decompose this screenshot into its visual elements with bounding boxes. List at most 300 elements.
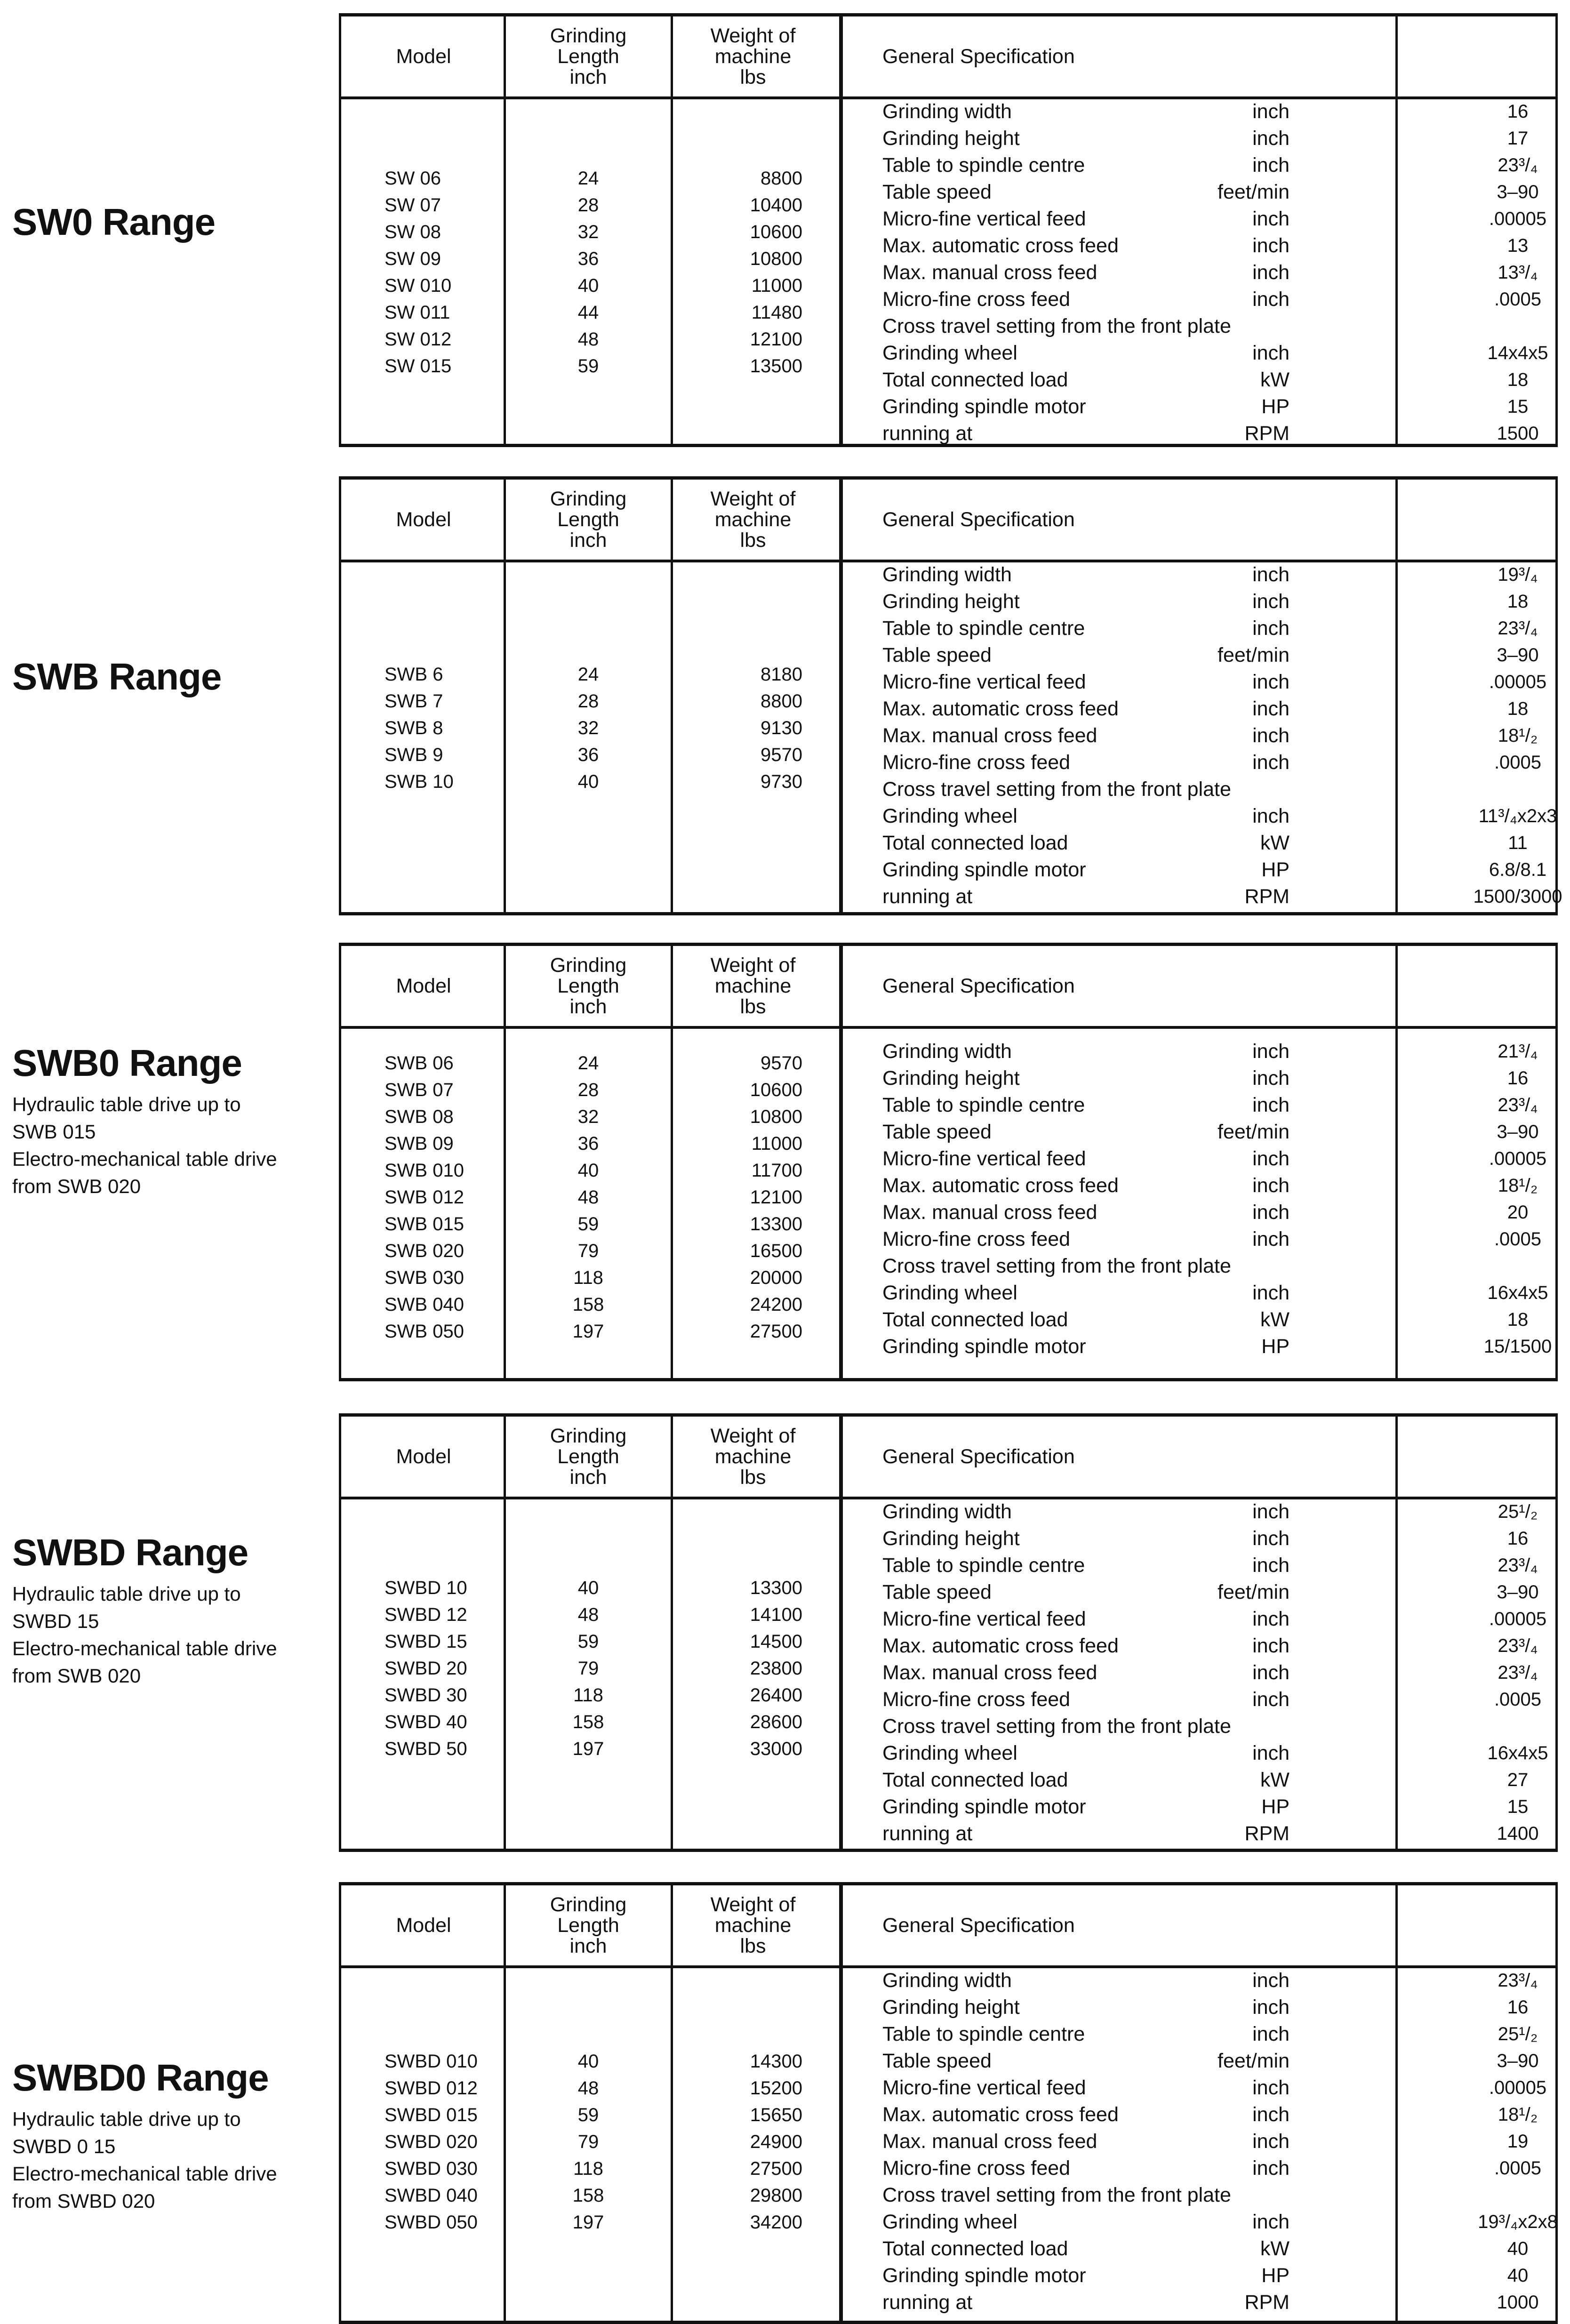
spec-value: 23³/₄ [1498,1635,1538,1656]
range-note-line: Hydraulic table drive up to [12,2108,241,2130]
model-cell: SWB 030 [384,1267,464,1288]
spec-row [882,1606,1551,1633]
model-list [341,1575,506,1763]
weight-list [671,661,859,795]
grinding-length-header-line: Grinding [550,24,627,47]
spec-name: Max. manual cross feed [882,2130,1097,2153]
model-header-label: Model [396,1914,451,1937]
range-note-line: Hydraulic table drive up to [12,1093,241,1115]
spec-row [882,1226,1551,1253]
model-list [341,1050,506,1345]
spec-value: 16x4x5 [1487,1743,1548,1763]
weight-cell: 15650 [750,2105,802,2125]
spec-unit: inch [1252,724,1290,747]
range-note-line: from SWB 020 [12,1665,141,1687]
weight-cell: 34200 [750,2212,802,2233]
grinding-length-cell: 118 [573,2158,603,2179]
grinding-length-header-line: inch [569,995,607,1018]
spec-unit: inch [1252,2157,1290,2180]
weight-header-line: machine [714,508,792,531]
grinding-length-list [506,165,671,380]
general-spec-header-label: General Specification [882,508,1075,531]
model-cell: SWB 040 [384,1294,464,1315]
spec-row [882,1740,1551,1767]
spec-unit: inch [1252,1635,1290,1657]
grinding-length-header-line: inch [569,66,607,88]
spec-row [882,1794,1551,1820]
grinding-length-column-header [506,1417,671,1497]
spec-value: 18¹/₂ [1498,725,1538,746]
spec-row [882,367,1551,393]
grinding-length-cell: 40 [577,771,599,792]
model-cell: SW 06 [384,168,441,189]
spec-unit: inch [1252,1040,1290,1063]
spec-row [882,2289,1551,2316]
spec-row [882,1253,1551,1280]
spec-value: 18 [1507,591,1529,612]
spec-name: Micro-fine cross feed [882,1228,1071,1250]
spec-row [882,2128,1551,2155]
spec-name: Grinding width [882,1969,1012,1992]
spec-name: Grinding height [882,590,1020,613]
spec-unit: inch [1252,1996,1290,2019]
model-column-header [341,480,506,560]
grinding-length-cell: 36 [577,1133,599,1154]
grinding-length-cell: 40 [577,2051,599,2072]
model-cell: SW 011 [384,302,450,323]
spec-unit: feet/min [1218,644,1290,666]
grinding-length-cell: 24 [577,168,599,189]
spec-row [882,206,1551,232]
spec-table [339,1882,1558,2324]
range-note-line: from SWBD 020 [12,2190,155,2212]
weight-list [671,165,859,380]
spec-row [882,776,1551,803]
grinding-length-cell: 118 [573,1685,603,1706]
grinding-length-cell: 36 [577,745,599,765]
weight-cell: 8180 [761,664,802,685]
weight-cell: 10600 [750,1080,802,1100]
spec-name: Grinding wheel [882,2211,1017,2233]
spec-unit: inch [1252,1608,1290,1630]
model-cell: SW 012 [384,329,452,350]
spec-row [882,2236,1551,2262]
spec-unit: kW [1260,832,1290,854]
spec-value: 21³/₄ [1498,1041,1538,1062]
spec-row [882,340,1551,367]
range-note [12,2106,332,2215]
grinding-length-header-line: inch [569,1935,607,1957]
weight-cell: 14100 [750,1604,802,1625]
weight-cell: 8800 [761,691,802,712]
general-spec-header-label: General Specification [882,975,1075,997]
spec-unit: inch [1252,1174,1290,1197]
general-spec-column-header [845,1417,1400,1497]
spec-name: Table speed [882,1121,992,1143]
weight-list [671,2048,859,2236]
spec-unit: inch [1252,2130,1290,2153]
spec-name: Micro-fine cross feed [882,1688,1071,1711]
model-cell: SWBD 12 [384,1604,467,1625]
general-spec-list [882,1967,1558,2316]
model-cell: SWBD 050 [384,2212,478,2233]
spec-row [882,1092,1551,1119]
spec-row [882,2209,1558,2236]
spec-value: 16 [1507,101,1529,122]
spec-name: Grinding spindle motor [882,2264,1086,2287]
spec-unit: feet/min [1218,181,1290,203]
spec-name: Max. automatic cross feed [882,697,1119,720]
model-cell: SWB 08 [384,1106,454,1127]
spec-name: Micro-fine vertical feed [882,1147,1086,1170]
weight-header-line: Weight of [710,24,796,47]
grinding-length-header-line: Grinding [550,488,627,510]
model-cell: SWBD 012 [384,2078,478,2099]
weight-column-header [671,1417,835,1497]
grinding-length-cell: 59 [577,2105,599,2125]
spec-name: running at [882,1822,973,1845]
spec-value: 25¹/₂ [1498,2024,1538,2044]
spec-row [882,830,1551,857]
model-header-label: Model [396,975,451,997]
weight-cell: 10400 [750,195,802,216]
spec-row [882,1686,1551,1713]
range-note-line: Electro-mechanical table drive [12,1148,277,1170]
spec-row [882,232,1551,259]
grinding-length-cell: 28 [577,1080,599,1100]
range-note-line: Electro-mechanical table drive [12,2163,277,2185]
grinding-length-cell: 118 [573,1267,603,1288]
model-header-label: Model [396,508,451,531]
grinding-length-header-line: inch [569,1466,607,1489]
spec-row [882,1967,1551,1994]
grinding-length-cell: 32 [577,1106,599,1127]
spec-name: Table speed [882,644,992,666]
spec-unit: feet/min [1218,1581,1290,1603]
spec-row [882,1280,1551,1306]
range-section [0,1882,1570,2324]
spec-row [882,857,1551,883]
grinding-length-header-line: Length [557,1445,619,1468]
model-cell: SW 015 [384,356,452,377]
grinding-length-column-header [506,480,671,560]
weight-header-line: Weight of [710,954,796,977]
spec-value: 3–90 [1497,1582,1539,1603]
spec-unit: inch [1252,100,1290,123]
weight-cell: 9570 [761,745,802,765]
grinding-length-cell: 158 [572,1712,604,1732]
spec-unit: HP [1261,858,1290,881]
spec-unit: RPM [1244,422,1290,445]
spec-name: Grinding spindle motor [882,1335,1086,1358]
spec-row [882,1994,1551,2021]
spec-unit: inch [1252,234,1290,257]
weight-column-header [671,480,835,560]
spec-value: 1500 [1497,423,1539,444]
spec-unit: inch [1252,1228,1290,1250]
grinding-length-header-line: inch [569,529,607,552]
spec-row [882,2262,1551,2289]
general-spec-list [882,1038,1551,1360]
spec-value: 18 [1507,1309,1529,1330]
spec-value: 20 [1507,1202,1529,1223]
spec-value: 23³/₄ [1498,155,1538,176]
spec-value: .0005 [1494,752,1542,773]
spec-value: .00005 [1489,2077,1547,2098]
weight-header-line: machine [714,975,792,997]
range-note [12,1091,332,1200]
grinding-length-list [506,1575,671,1763]
weight-header-line: Weight of [710,1893,796,1916]
spec-unit: HP [1261,1335,1290,1358]
spec-value: .0005 [1494,289,1542,310]
spec-unit: inch [1252,1094,1290,1116]
table-header [341,480,1555,562]
spec-name: Micro-fine vertical feed [882,2076,1086,2099]
spec-unit: inch [1252,1067,1290,1090]
spec-value: 18¹/₂ [1498,1175,1538,1196]
model-cell: SWBD 10 [384,1578,467,1598]
spec-value: 23³/₄ [1498,1662,1538,1683]
range-title: SW0 Range [12,201,216,243]
model-cell: SW 010 [384,275,452,296]
spec-unit: inch [1252,1554,1290,1577]
spec-name: Grinding width [882,563,1012,586]
spec-name: Grinding width [882,100,1012,123]
grinding-length-cell: 24 [577,1053,599,1074]
spec-name: Max. automatic cross feed [882,234,1119,257]
model-cell: SWBD 40 [384,1712,467,1732]
spec-value: 3–90 [1497,2051,1539,2071]
model-cell: SWB 012 [384,1187,464,1208]
weight-header-line: lbs [740,1466,766,1489]
spec-unit: kW [1260,1308,1290,1331]
spec-value: 6.8/8.1 [1489,859,1547,880]
spec-value: 23³/₄ [1498,618,1538,639]
model-cell: SWB 050 [384,1321,464,1342]
spec-unit: inch [1252,697,1290,720]
spec-value: 19³/₄x2x8 [1478,2212,1558,2232]
weight-header-line: Weight of [710,1425,796,1447]
model-cell: SWB 8 [384,718,443,738]
spec-value: 16 [1507,1068,1529,1089]
spec-unit: RPM [1244,2291,1290,2314]
weight-cell: 13500 [750,356,802,377]
spec-name: Grinding wheel [882,342,1017,364]
spec-name: Total connected load [882,369,1068,391]
weight-cell: 13300 [750,1214,802,1234]
spec-value: 16 [1507,1528,1529,1549]
spec-name: Grinding spindle motor [882,858,1086,881]
spec-name: Grinding height [882,1996,1020,2019]
general-spec-header-label: General Specification [882,1445,1075,1468]
grinding-length-header-line: Grinding [550,954,627,977]
spec-value: 40 [1507,2265,1529,2286]
spec-table [339,476,1562,915]
spec-row [882,1038,1551,1065]
general-spec-header-label: General Specification [882,1914,1075,1937]
grinding-length-header-line: Length [557,1914,619,1937]
spec-value: 23³/₄ [1498,1970,1538,1991]
grinding-length-column-header [506,1885,671,1965]
weight-cell: 9730 [761,771,802,792]
grinding-length-cell: 32 [577,222,599,242]
spec-unit: inch [1252,590,1290,613]
model-cell: SWBD 040 [384,2185,478,2206]
spec-value: 15 [1507,396,1529,417]
weight-cell: 16500 [750,1241,802,1261]
spec-name: Max. manual cross feed [882,724,1097,747]
grinding-length-cell: 48 [577,2078,599,2099]
model-list [341,165,506,380]
spec-row [882,125,1551,152]
weight-cell: 12100 [750,1187,802,1208]
general-spec-column-header [845,946,1400,1026]
model-column-header [341,1885,506,1965]
model-cell: SWB 020 [384,1241,464,1261]
spec-table [339,13,1558,447]
weight-cell: 27500 [750,1321,802,1342]
grinding-length-list [506,1050,671,1345]
range-section [0,1413,1570,1852]
weight-list [671,1050,859,1345]
spec-name: Micro-fine vertical feed [882,1608,1086,1630]
spec-unit: inch [1252,1527,1290,1550]
spec-row [882,588,1551,615]
weight-cell: 11700 [751,1160,802,1181]
spec-row [882,1713,1551,1740]
model-cell: SWB 6 [384,664,443,685]
spec-value: 15/1500 [1483,1336,1552,1357]
spec-unit: inch [1252,261,1290,284]
model-column-header [341,946,506,1026]
weight-cell: 29800 [750,2185,802,2206]
model-cell: SWBD 010 [384,2051,478,2072]
spec-name: Micro-fine cross feed [882,751,1071,774]
weight-header-line: Weight of [710,488,796,510]
spec-row [882,313,1551,340]
model-cell: SWBD 50 [384,1739,467,1759]
spec-unit: inch [1252,1661,1290,1684]
model-column-header [341,1417,506,1497]
model-header-label: Model [396,1445,451,1468]
spec-name: Micro-fine vertical feed [882,208,1086,230]
range-section [0,943,1570,1381]
weight-header-line: lbs [740,995,766,1018]
weight-cell: 24200 [750,1294,802,1315]
spec-value: .0005 [1494,1229,1542,1250]
grinding-length-cell: 48 [577,1604,599,1625]
general-spec-list [882,561,1562,910]
model-cell: SWBD 30 [384,1685,467,1706]
grinding-length-list [506,2048,671,2236]
range-section [0,13,1570,447]
spec-row [882,615,1551,642]
grinding-length-cell: 158 [572,2185,604,2206]
grinding-length-list [506,661,671,795]
spec-unit: HP [1261,395,1290,418]
spec-name: running at [882,885,973,908]
spec-value: 19 [1507,2131,1529,2152]
weight-cell: 28600 [750,1712,802,1732]
spec-row [882,669,1551,696]
spec-value: 3–90 [1497,182,1539,202]
spec-value: .00005 [1489,672,1547,692]
spec-value: 40 [1507,2238,1529,2259]
spec-value: .0005 [1494,1689,1542,1710]
model-cell: SWBD 020 [384,2132,478,2152]
spec-row [882,803,1557,830]
spec-unit: inch [1252,154,1290,176]
spec-value: .00005 [1489,208,1547,229]
spec-row [882,1119,1551,1146]
spec-name: Grinding height [882,1527,1020,1550]
spec-unit: inch [1252,617,1290,640]
spec-row [882,1633,1551,1659]
spec-value: 14x4x5 [1487,343,1548,363]
spec-name: Total connected load [882,2237,1068,2260]
weight-header-line: machine [714,1445,792,1468]
spec-name: Table speed [882,2050,992,2072]
spec-name: Grinding height [882,1067,1020,1090]
range-title: SWBD0 Range [12,2057,269,2099]
spec-name: Max. automatic cross feed [882,1174,1119,1197]
spec-row [882,642,1551,669]
spec-value: 1400 [1497,1823,1539,1844]
spec-row [882,1199,1551,1226]
model-cell: SWB 9 [384,745,443,765]
spec-value: 23³/₄ [1498,1555,1538,1576]
spec-value: 3–90 [1497,1122,1539,1142]
table-header [341,1417,1555,1499]
weight-cell: 27500 [750,2158,802,2179]
spec-row [882,152,1551,179]
weight-cell: 10800 [750,1106,802,1127]
weight-header-line: machine [714,1914,792,1937]
grinding-length-cell: 24 [577,664,599,685]
spec-name: Table to spindle centre [882,1554,1085,1577]
spec-name: Max. manual cross feed [882,1201,1097,1224]
grinding-length-cell: 79 [577,2132,599,2152]
range-note-line: SWBD 15 [12,1610,99,1632]
weight-header-line: machine [714,45,792,68]
spec-value: .00005 [1489,1609,1547,1629]
grinding-length-cell: 59 [577,1631,599,1652]
spec-row [882,1552,1551,1579]
grinding-length-cell: 59 [577,1214,599,1234]
spec-unit: inch [1252,2103,1290,2126]
spec-name: Table to spindle centre [882,617,1085,640]
spec-row [882,286,1551,313]
model-cell: SWB 010 [384,1160,464,1181]
grinding-length-cell: 28 [577,691,599,712]
range-note-line: Hydraulic table drive up to [12,1583,241,1605]
spec-value: 27 [1507,1770,1529,1790]
general-spec-list [882,98,1551,447]
spec-unit: inch [1252,2076,1290,2099]
spec-row [882,1306,1551,1333]
spec-unit: inch [1252,1742,1290,1764]
model-cell: SWB 07 [384,1080,454,1100]
spec-row [882,1579,1551,1606]
spec-row [882,1065,1551,1092]
weight-cell: 8800 [761,168,802,189]
spec-value: 25¹/₂ [1498,1501,1538,1522]
spec-row [882,2021,1551,2048]
weight-cell: 33000 [750,1739,802,1759]
spec-value: 13 [1507,235,1529,256]
spec-unit: inch [1252,1969,1290,1992]
